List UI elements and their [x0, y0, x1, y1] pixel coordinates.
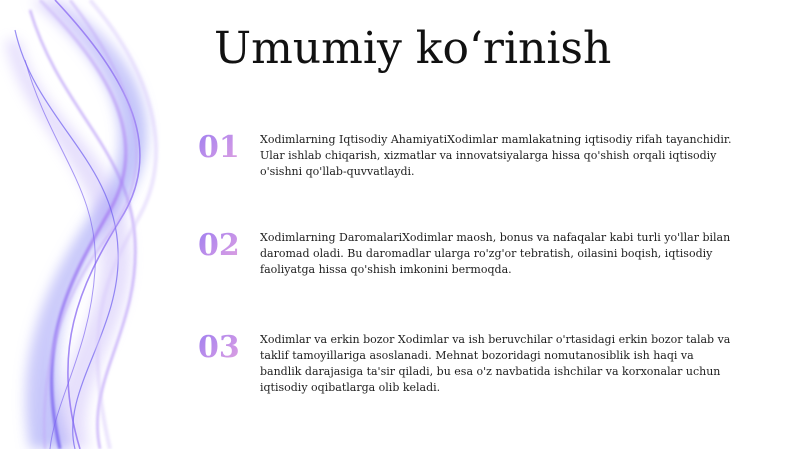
item-text: Xodimlarning DaromalariXodimlar maosh, bonus va nafaqalar kabi turli yo'llar bilan daromad oladi. Bu daromadlar ularga ro'zg'or tebratish, oilasini boqish, iqtisodiy faoliyatga hissa qo'shish imkonini bermoqda. [260, 231, 731, 276]
overview-item-2 [198, 224, 743, 304]
item-number: 01 [198, 128, 248, 168]
overview-item-1 [198, 126, 743, 206]
item-number: 02 [198, 226, 248, 266]
item-text: Xodimlar va erkin bozor Xodimlar va ish beruvchilar o'rtasidagi erkin bozor talab va taklif tamoyillariga asoslanadi. Mehnat bozoridagi nomutanosiblik ish haqi va bandlik darajasiga ta'sir qiladi, bu esa o'z navbatida ishchilar va korxonalar uchun iqtisodiy oqibatlarga olib keladi. [260, 333, 731, 394]
item-number: 03 [198, 328, 248, 368]
decorative-smoke-ribbon [0, 0, 200, 449]
item-text: Xodimlarning Iqtisodiy AhamiyatiXodimlar mamlakatning iqtisodiy rifah tayanchidir. Ular ishlab chiqarish, xizmatlar va innovatsiyalarga hissa qo'shish orqali iqtisodiy o'sishni qo'llab-quvvatlaydi. [260, 133, 732, 178]
overview-item-3 [198, 326, 743, 406]
slide-title: Umumiy ko‘rinish [214, 23, 612, 74]
